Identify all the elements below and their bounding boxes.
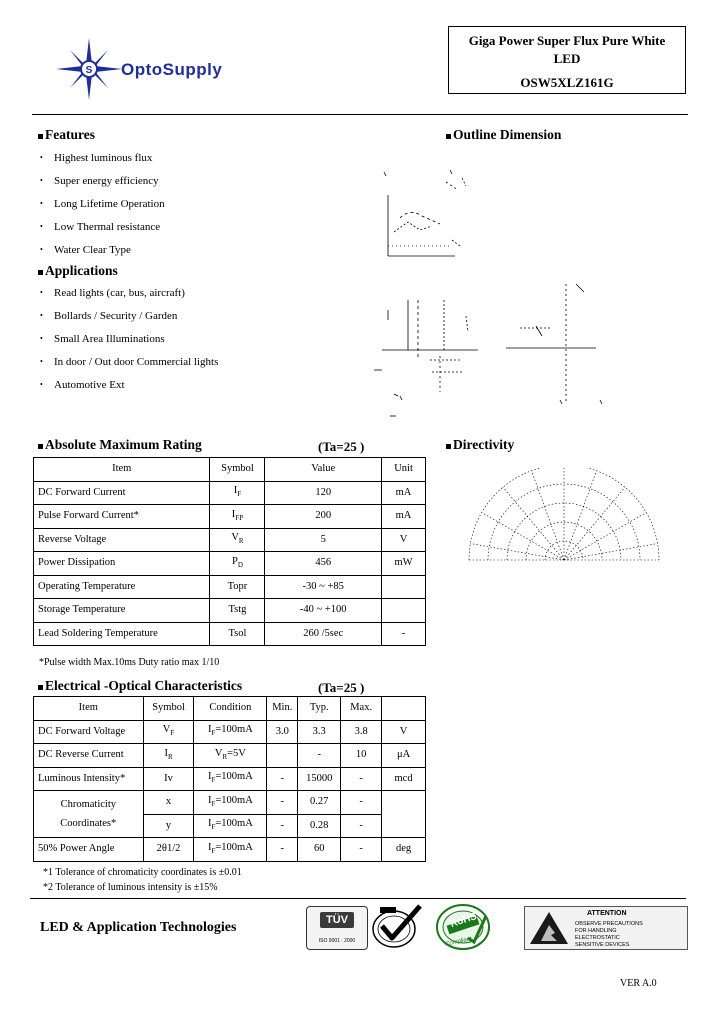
cell-unit: deg [382,838,426,862]
table-row [34,481,426,505]
eo-heading: Electrical -Optical Characteristics [38,678,242,694]
list-item: • In door / Out door Commercial lights [33,355,393,378]
cell-symbol: $P_D$ [210,552,265,576]
eo-note-2: *2 Tolerance of luminous intensity is ±15% [43,882,218,893]
list-item: • Water Clear Type [33,243,393,266]
cell-symbol: $V_R$ [210,528,265,552]
header-divider [32,114,688,115]
cell-symbol: Tstg [210,599,265,623]
header-symbol: Symbol [143,697,194,721]
abs-max-table [33,457,426,646]
table-row [34,505,426,529]
cell-unit: mW [382,552,426,576]
cell-typ: 60 [298,838,341,862]
header-unit: Unit [382,458,426,482]
esd-warning-icon [529,911,569,945]
cell-condition: $V_R=5V$ [194,744,267,768]
cell-item: Pulse Forward Current* [34,505,210,529]
list-item: • Automotive Ext [33,378,393,401]
abs-max-note: *Pulse width Max.10ms Duty ratio max 1/10 [39,657,220,668]
eo-note-1: *1 Tolerance of chromaticity coordinates is ±0.01 [43,867,242,878]
cell-max: - [341,814,382,838]
cell-item: DC Forward Voltage [34,720,144,744]
cell-max: - [341,791,382,815]
cell-item: Reverse Voltage [34,528,210,552]
cell-unit [382,599,426,623]
table-row [34,575,426,599]
cell-value: -40 ~ +100 [265,599,382,623]
applications-heading: Applications [38,263,118,279]
features-list [33,151,393,266]
cell-symbol: $I_F$ [210,481,265,505]
cell-item: Storage Temperature [34,599,210,623]
eo-table [33,696,426,862]
table-header-row [34,697,426,721]
cell-condition: $I_F=100mA$ [194,767,267,791]
table-row [34,528,426,552]
version-label: VER A.0 [620,978,657,989]
cell-item: Power Dissipation [34,552,210,576]
product-title: Giga Power Super Flux Pure White [468,33,666,48]
esd-attention-box [524,906,688,950]
table-row [34,767,426,791]
cell-value: 260 /5sec [265,622,382,646]
tuv-iso-badge [306,906,368,950]
abs-max-heading: Absolute Maximum Rating [38,437,202,453]
cell-max: 3.8 [341,720,382,744]
brand-name: OptoSupply [121,60,223,79]
list-item: • Read lights (car, bus, aircraft) [33,286,393,309]
cell-unit: μA [382,744,426,768]
cell-typ: 3.3 [298,720,341,744]
header-min: Min. [267,697,298,721]
header-condition: Condition [194,697,267,721]
cell-min: - [267,791,298,815]
abs-max-condition: (Ta=25 ) [318,439,365,454]
outline-heading: Outline Dimension [446,127,561,143]
cell-symbol: 2θ1/2 [143,838,194,862]
cell-typ: 0.27 [298,791,341,815]
cell-item: 50% Power Angle [34,838,144,862]
company-name: LED & Application Technologies [40,920,237,935]
cell-condition: $I_F=100mA$ [194,720,267,744]
attention-line-3: ELECTROSTATIC [575,935,620,941]
cell-max: - [341,838,382,862]
list-item: • Low Thermal resistance [33,220,393,243]
cell-max: - [341,767,382,791]
cell-min: - [267,767,298,791]
cell-value: 5 [265,528,382,552]
cell-unit: - [382,622,426,646]
table-row [34,622,426,646]
cell-item: Operating Temperature [34,575,210,599]
certified-check-icon [370,904,424,950]
attention-title: ATTENTION [587,910,627,917]
cell-unit: V [382,720,426,744]
header-item: Item [34,697,144,721]
attention-line-1: OBSERVE PRECAUTIONS [575,921,643,927]
cell-unit: mA [382,505,426,529]
cell-value: 120 [265,481,382,505]
cell-max: 10 [341,744,382,768]
cell-value: 200 [265,505,382,529]
cell-symbol: $V_F$ [143,720,194,744]
attention-line-2: FOR HANDLING [575,928,617,934]
cell-unit: mA [382,481,426,505]
tuv-label: TÜV [320,912,354,928]
cell-value: -30 ~ +85 [265,575,382,599]
rohs-compliant-icon [434,902,492,952]
rohs-compliant-label: Compliant [444,936,473,948]
cell-unit: V [382,528,426,552]
header-max: Max. [341,697,382,721]
cell-symbol: Iv [143,767,194,791]
eo-condition: (Ta=25 ) [318,680,365,695]
list-item: • Long Lifetime Operation [33,197,393,220]
table-row [34,838,426,862]
cell-min: 3.0 [267,720,298,744]
table-row [34,599,426,623]
cell-typ: 0.28 [298,814,341,838]
svg-text:S: S [85,65,93,76]
cell-condition: $I_F=100mA$ [194,791,267,815]
header-typ: Typ. [298,697,341,721]
cell-item: Luminous Intensity* [34,767,144,791]
cell-item: DC Reverse Current [34,744,144,768]
rohs-label: RoHS [448,911,479,930]
brand-logo-icon [56,38,122,100]
cell-value: 456 [265,552,382,576]
cell-symbol: y [143,814,194,838]
table-header-row [34,458,426,482]
cell-symbol: $I_R$ [143,744,194,768]
cell-symbol: Tsol [210,622,265,646]
cell-condition: $I_F=100mA$ [194,838,267,862]
directivity-heading: Directivity [446,437,514,453]
cell-typ: - [298,744,341,768]
cell-item-chromaticity: Chromaticity Coordinates* [34,791,144,838]
cell-symbol: Topr [210,575,265,599]
list-item: • Small Area Illuminations [33,332,393,355]
cell-item: Lead Soldering Temperature [34,622,210,646]
features-heading: Features [38,127,95,143]
model-number: OSW5XLZ161G [520,75,614,90]
header-item: Item [34,458,210,482]
title-box [448,26,686,94]
header-unit [382,697,426,721]
applications-list [33,286,393,401]
cell-unit [382,575,426,599]
list-item: • Highest luminous flux [33,151,393,174]
cell-symbol: x [143,791,194,815]
cell-typ: 15000 [298,767,341,791]
cell-symbol: $I_{FP}$ [210,505,265,529]
outline-dimension-drawing [360,160,620,430]
cell-item: DC Forward Current [34,481,210,505]
attention-line-4: SENSITIVE DEVICES [575,942,630,948]
cell-condition: $I_F=100mA$ [194,814,267,838]
table-row [34,791,426,815]
list-item: • Super energy efficiency [33,174,393,197]
iso-label: ISO 9001 : 2000 [318,938,356,944]
directivity-polar-diagram [466,468,662,566]
header-symbol: Symbol [210,458,265,482]
cell-unit: mcd [382,767,426,791]
table-row [34,720,426,744]
cell-min [267,744,298,768]
cell-min: - [267,838,298,862]
footer-divider [30,898,686,899]
header-value: Value [265,458,382,482]
cell-min: - [267,814,298,838]
cell-unit [382,791,426,838]
list-item: • Bollards / Security / Garden [33,309,393,332]
product-title-led: LED [553,51,581,66]
table-row [34,744,426,768]
table-row [34,552,426,576]
